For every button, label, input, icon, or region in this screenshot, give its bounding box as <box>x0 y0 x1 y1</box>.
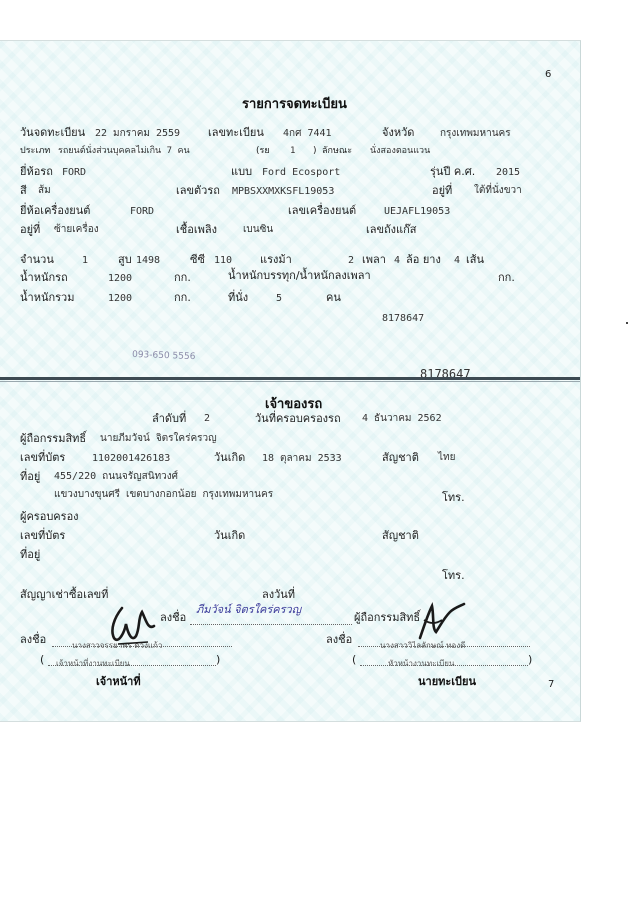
possession-date-value: 4 ธันวาคม 2562 <box>362 413 442 424</box>
horsepower-label: แรงม้า <box>260 253 292 266</box>
load-label: น้ำหนักบรรทุก/น้ำหนักลงเพลา <box>228 269 371 282</box>
color-value: ส้ม <box>38 185 51 196</box>
id-card-label: เลขที่บัตร <box>20 451 66 464</box>
possessor-address-label: ที่อยู่ <box>20 548 41 561</box>
page-number-top: 6 <box>545 69 552 80</box>
engine-brand-value: FORD <box>130 206 155 217</box>
officer-sign-label: ลงชื่อ <box>20 633 47 646</box>
registrar-role: นายทะเบียน <box>418 675 477 688</box>
color-label: สี <box>20 184 27 197</box>
registrar-sign-label: ลงชื่อ <box>326 633 353 646</box>
weight-label: น้ำหนักรถ <box>20 271 68 284</box>
possessor-nationality-label: สัญชาติ <box>382 529 419 542</box>
officer-role-small: เจ้าหน้าที่งานทะเบียน <box>56 659 130 668</box>
officer-role: เจ้าหน้าที่ <box>96 675 141 688</box>
plate-label: เลขทะเบียน <box>208 126 264 139</box>
axles-label: เพลา <box>362 253 386 266</box>
rs-close: ) <box>313 146 317 156</box>
stray-mark <box>626 322 628 324</box>
engine-no-value: UEJAFL19053 <box>384 206 451 217</box>
year-value: 2015 <box>496 167 521 178</box>
registrar-role-small: หัวหน้างานทะเบียน <box>388 659 455 668</box>
reg-date-value: 22 มกราคม 2559 <box>95 128 181 139</box>
tel-label: โทร. <box>442 491 465 504</box>
registrar-paren-open: ( <box>352 653 357 666</box>
officer-paren-close: ) <box>216 653 221 666</box>
possessor-id-label: เลขที่บัตร <box>20 529 66 542</box>
type-value: รถยนต์นั่งส่วนบุคคลไม่เกิน 7 คน <box>58 146 190 156</box>
owner-title: เจ้าของรถ <box>265 397 323 412</box>
axles-value: 2 <box>348 255 355 266</box>
registrar-signature-icon <box>410 598 466 648</box>
gross-weight-unit: กก. <box>174 291 191 304</box>
possessor-label: ผู้ครอบครอง <box>20 510 79 523</box>
owner-sign-name: ภีมวัจน์ จิตรใคร่ครวญ <box>196 603 302 616</box>
order-value: 2 <box>204 413 211 424</box>
cylinder-label: สูบ <box>118 253 132 266</box>
cylinder-value: 1498 <box>136 255 161 266</box>
vin-value: MPBSXXMXKSFL19053 <box>232 186 335 197</box>
wheels-value: 4 <box>394 255 401 266</box>
page-number-bottom: 7 <box>548 679 555 690</box>
nationality-label: สัญชาติ <box>382 451 419 464</box>
style-label: ลักษณะ <box>322 146 353 156</box>
handwritten-phone-note: 093-650 5556 <box>131 349 196 363</box>
wheels-label: ล้อ ยาง <box>406 253 441 266</box>
engine-location-value: ซ้ายเครื่อง <box>54 224 99 235</box>
weight-unit: กก. <box>174 271 191 284</box>
registration-title: รายการจดทะเบียน <box>242 97 347 112</box>
province-label: จังหวัด <box>382 126 415 139</box>
count-label: จำนวน <box>20 253 54 266</box>
cc-value: 110 <box>214 255 233 266</box>
officer-signature-icon <box>108 600 164 650</box>
dob-label: วันเกิด <box>214 451 246 464</box>
type-label: ประเภท <box>20 146 51 156</box>
registrar-paren-close: ) <box>528 653 533 666</box>
registrar-printed-name: นางสาววิไลลักษณ์ ทองดี <box>380 641 466 650</box>
cc-label: ซีซี <box>190 253 205 266</box>
engine-brand-label: ยี่ห้อเครื่องยนต์ <box>20 204 91 217</box>
engine-location-label: อยู่ที่ <box>20 223 41 236</box>
address-label: ที่อยู่ <box>20 470 41 483</box>
owner-role-suffix: ผู้ถือกรรมสิทธิ์ <box>354 611 421 624</box>
tires-value: 4 <box>454 255 461 266</box>
order-label: ลำดับที่ <box>152 412 187 425</box>
reg-date-label: วันจดทะเบียน <box>20 126 86 139</box>
fuel-value: เบนซิน <box>243 224 274 235</box>
owner-name-value: นายภีมวัจน์ จิตรใคร่ครวญ <box>100 433 217 444</box>
load-unit: กก. <box>498 271 515 284</box>
possession-date-label: วันที่ครอบครองรถ <box>255 412 341 425</box>
page-fold-shadow <box>0 381 580 382</box>
vin-label: เลขตัวรถ <box>176 184 220 197</box>
engine-no-label: เลขเครื่องยนต์ <box>288 204 357 217</box>
fuel-label: เชื้อเพลิง <box>176 223 217 236</box>
lease-contract-label: สัญญาเช่าซื้อเลขที่ <box>20 588 109 601</box>
dob-value: 18 ตุลาคม 2533 <box>262 453 342 464</box>
possessor-dob-label: วันเกิด <box>214 529 246 542</box>
address-line-1: 455/220 ถนนจรัญสนิทวงศ์ <box>54 471 179 482</box>
rs-value: 1 <box>290 146 296 156</box>
serial-number: 8178647 <box>382 313 425 324</box>
address-line-2: แขวงบางขุนศรี เขตบางกอกน้อย กรุงเทพมหานคร <box>54 489 274 500</box>
model-label: แบบ <box>231 165 253 178</box>
owner-sign-dotted-line <box>190 624 352 625</box>
seats-unit: คน <box>326 291 341 304</box>
id-card-value: 1102001426183 <box>92 453 171 464</box>
model-value: Ford Ecosport <box>262 167 341 178</box>
style-value: นั่งสองตอนแวน <box>370 146 431 156</box>
gross-weight-value: 1200 <box>108 293 133 304</box>
vin-location-label: อยู่ที่ <box>432 184 453 197</box>
seats-value: 5 <box>276 293 283 304</box>
vin-location-value: ใต้ที่นั่งขวา <box>474 185 522 196</box>
seats-label: ที่นั่ง <box>228 291 249 304</box>
officer-paren-open: ( <box>40 653 45 666</box>
rs-label: (รย <box>256 146 270 156</box>
possessor-tel-label: โทร. <box>442 569 465 582</box>
province-value: กรุงเทพมหานคร <box>440 128 511 139</box>
brand-value: FORD <box>62 167 87 178</box>
brand-label: ยี่ห้อรถ <box>20 165 53 178</box>
officer-printed-name: นางสาวจรรยาพร ดวงแก้ว <box>72 641 163 650</box>
page-fold <box>0 377 580 380</box>
sign-label: ลงชื่อ <box>160 611 187 624</box>
tires-label: เส้น <box>466 253 484 266</box>
serial-number-large: 8178647 <box>420 368 471 377</box>
plate-value: 4กศ 7441 <box>283 128 332 139</box>
nationality-value: ไทย <box>438 452 456 463</box>
gas-tank-label: เลขถังแก๊ส <box>366 223 417 236</box>
owner-name-label: ผู้ถือกรรมสิทธิ์ <box>20 432 87 445</box>
count-value: 1 <box>82 255 89 266</box>
year-label: รุ่นปี ค.ศ. <box>430 165 476 178</box>
lease-signed-date-label: ลงวันที่ <box>262 588 296 601</box>
gross-weight-label: น้ำหนักรวม <box>20 291 75 304</box>
weight-value: 1200 <box>108 273 133 284</box>
